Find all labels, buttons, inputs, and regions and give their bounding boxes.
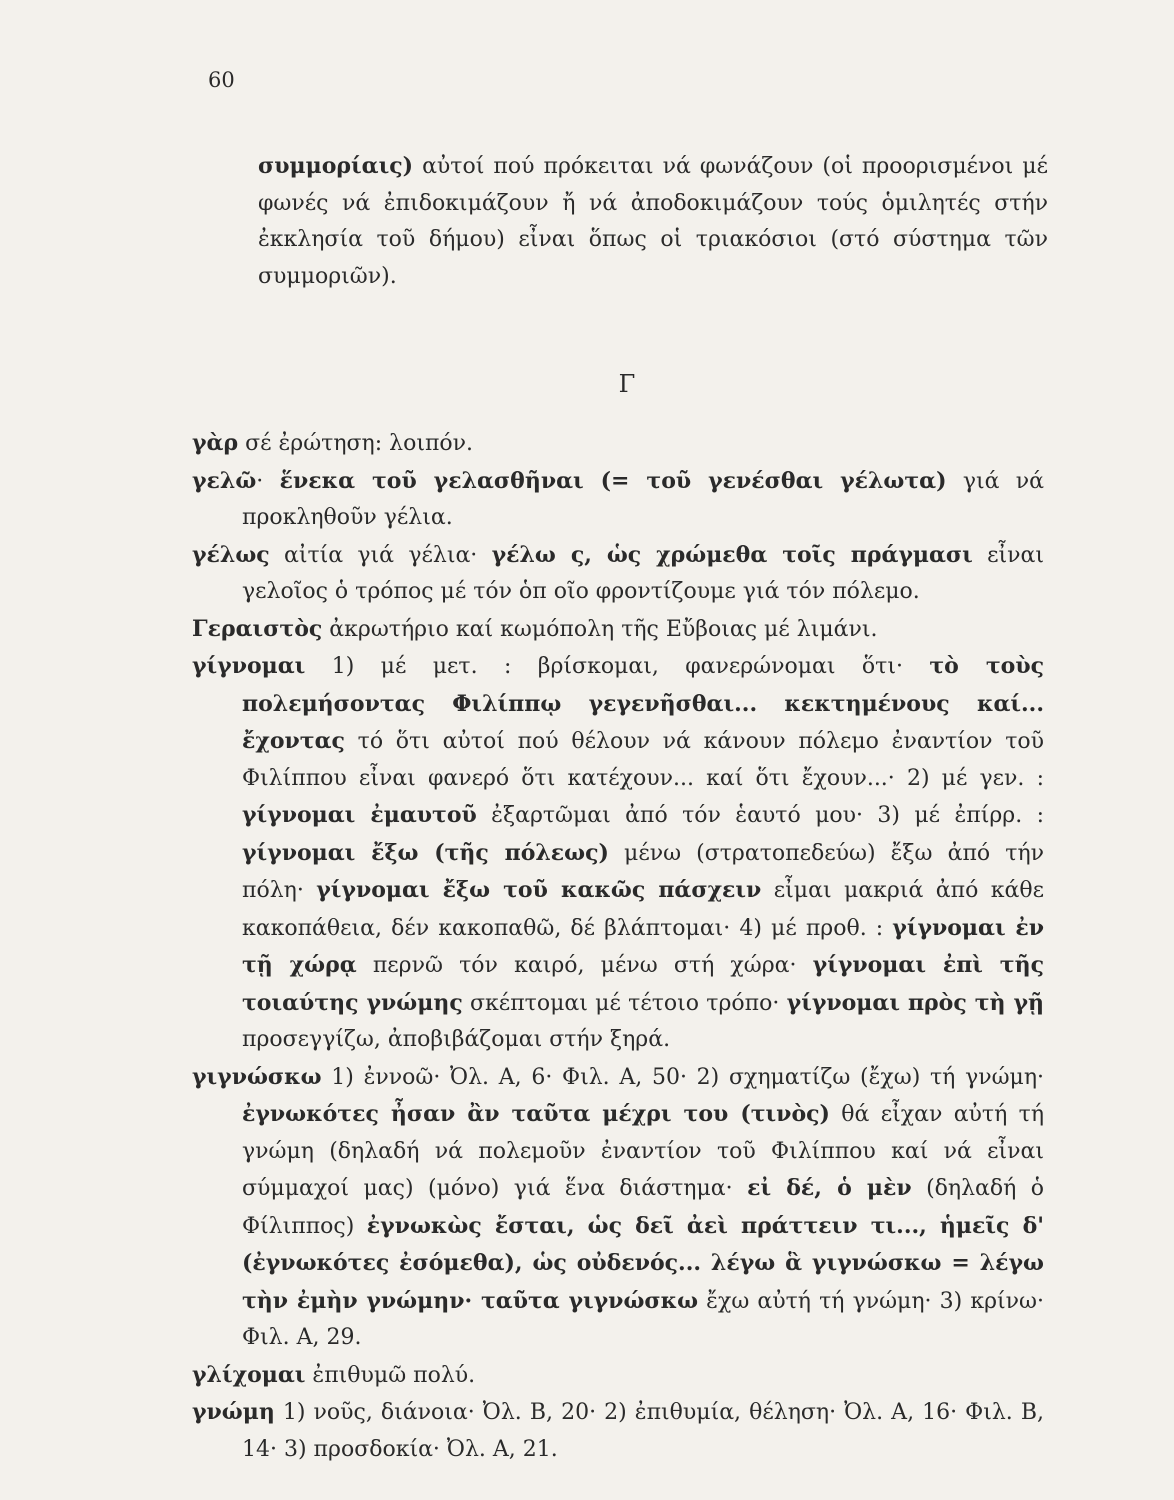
entry-text: 1) ἐννοῶ· Ὀλ. Α, 6· Φιλ. Α, 50· 2) σχηματίζω (ἔχω) τή γνώμη· (321, 1064, 1044, 1090)
entry-text: εἶμαι μακριά ἀπό κάθε κακοπάθεια, δέν κακοπαθῶ, δέ βλάπτομαι· 4) μέ προθ. : (242, 878, 1044, 941)
entry-bold-text: γνώμη (192, 1399, 275, 1425)
dictionary-entry (192, 648, 1044, 1059)
entry-text: ἀκρωτήριο καί κωμόπολη τῆς Εὔβοιας μέ λιμάνι. (322, 616, 878, 642)
entry-text: τό ὅτι αὐτοί πού θέλουν νά κάνουν πόλεμο ἐναντίον τοῦ Φιλίππου εἶναι φανερό ὅτι κατέχουν... καί ὅτι ἔχουν...· 2) μέ γεν. : (242, 729, 1044, 791)
continuation-paragraph (258, 148, 1048, 295)
entry-text: περνῶ τόν καιρό, μένω στή χώρα· (356, 953, 813, 978)
entry-bold-text: γὰρ (192, 430, 239, 456)
entry-bold-text: γίγνομαι ἔξω (τῆς πόλεως) (242, 839, 609, 866)
entry-bold-text: τὸ τοὺς πολεμήσοντας Φιλίππῳ γεγενῆσθαι... κεκτημένους καί... ἔχοντας (242, 653, 1044, 754)
entry-bold-text: ἐγνωκὼς ἔσται, ὡς δεῖ ἀεὶ πράττειν τι..., ἡμεῖς δ' (ἐγνωκότες ἐσόμεθα), ὡς οὐδενός... λέγω ἃ γιγνώσκω = λέγω τὴν ἐμὴν γνώμην· ταῦτα γιγνώσκω (242, 1212, 1044, 1314)
entry-text: ἔχω αὐτή τή γνώμη· 3) κρίνω· Φιλ. Α, 29. (242, 1288, 1044, 1350)
entry-text: · (256, 468, 280, 494)
entry-text: σέ ἐρώτηση: λοιπόν. (238, 431, 474, 456)
entry-text: μένω (στρατοπεδεύω) ἔξω ἀπό τήν πόλη· (242, 840, 1044, 903)
entry-bold-text: γίγνομαι πρὸς τὴ γῇ (786, 989, 1045, 1016)
entry-text: ἐξαρτῶμαι ἀπό τόν ἑαυτό μου· 3) μέ ἐπίρρ. : (476, 803, 1044, 828)
dictionary-entry (192, 1357, 1044, 1395)
entry-bold-text: Γεραιστὸς (192, 615, 323, 642)
entry-bold-text: γίγνομαι ἔξω τοῦ κακῶς πάσχειν (316, 877, 762, 903)
dictionary-entry (192, 1059, 1044, 1357)
dictionary-entry (192, 611, 1044, 649)
entry-bold-text: γίγνομαι ἐν τῇ χώρᾳ (242, 914, 1044, 978)
dictionary-entries (192, 425, 1044, 1468)
entry-bold-text: γίγνομαι ἐπὶ τῆς τοιαύτης γνώμης (242, 952, 1044, 1016)
dictionary-entry (192, 537, 1044, 611)
entry-bold-text: γέλως (192, 541, 270, 568)
entry-text: προσεγγίζω, ἀποβιβάζομαι στήν ξηρά. (242, 1027, 671, 1052)
entry-text: σκέπτομαι μέ τέτοιο τρόπο· (462, 990, 787, 1016)
section-heading: Γ (618, 370, 636, 398)
entry-text: (δηλαδή ὁ Φίλιππος) (242, 1176, 1045, 1239)
continuation-headword: συμμορίαις) (258, 153, 414, 179)
page-number: 60 (208, 68, 235, 92)
entry-text: εἶναι γελοῖος ὁ τρόπος μέ τόν ὁπ οῖο φροντίζουμε γιά τόν πόλεμο. (242, 542, 1044, 604)
entry-bold-text: γίγνομαι ἐμαυτοῦ (242, 802, 477, 828)
entry-text: γιά νά προκληθοῦν γέλια. (242, 468, 1044, 530)
entry-bold-text: ἐγνωκότες ἦσαν ἂν ταῦτα μέχρι του (τινὸς) (242, 1101, 830, 1127)
entry-text: 1) μέ μετ. : βρίσκομαι, φανερώνομαι ὅτι· (305, 654, 930, 679)
dictionary-entry (192, 425, 1044, 463)
entry-text: θά εἶχαν αὐτή τή γνώμη (δηλαδή νά πολεμοῦν ἐναντίον τοῦ Φιλίππου καί νά εἶναι σύμμαχοί μας) (μόνο) γιά ἕνα διάστημα· (242, 1102, 1044, 1201)
entry-text: 1) νοῦς, διάνοια· Ὀλ. Β, 20· 2) ἐπιθυμία, θέληση· Ὀλ. Α, 16· Φιλ. Β, 14· 3) προσδοκία· Ὀλ. Α, 21. (242, 1400, 1044, 1462)
dictionary-entry (192, 1394, 1044, 1468)
entry-bold-text: γελῶ (192, 467, 257, 494)
entry-bold-text: γίγνομαι (192, 653, 306, 679)
entry-bold-text: γέλω ς, ὡς χρώμεθα τοῖς πράγμασι (491, 541, 973, 568)
entry-bold-text: εἰ δέ, ὁ μὲν (747, 1175, 912, 1201)
entry-bold-text: ἕνεκα τοῦ γελασθῆναι (= τοῦ γενέσθαι γέλωτα) (279, 467, 947, 494)
entry-text: ἐπιθυμῶ πολύ. (305, 1362, 476, 1388)
dictionary-entry (192, 463, 1044, 537)
continuation-text: αὐτοί πού πρόκειται νά φωνάζουν (οἱ προορισμένοι μέ φωνές νά ἐπιδοκιμάζουν ἤ νά ἀποδοκιμάζουν τούς ὁμιλητές στήν ἐκκλησία τοῦ δήμου) εἶναι ὅπως οἱ τριακόσιοι (στό σύστημα τῶν συμμοριῶν). (258, 154, 1048, 289)
entry-bold-text: γιγνώσκω (192, 1063, 322, 1090)
entry-bold-text: γλίχομαι (192, 1361, 306, 1388)
entry-text: αἰτία γιά γέλια· (269, 542, 492, 568)
